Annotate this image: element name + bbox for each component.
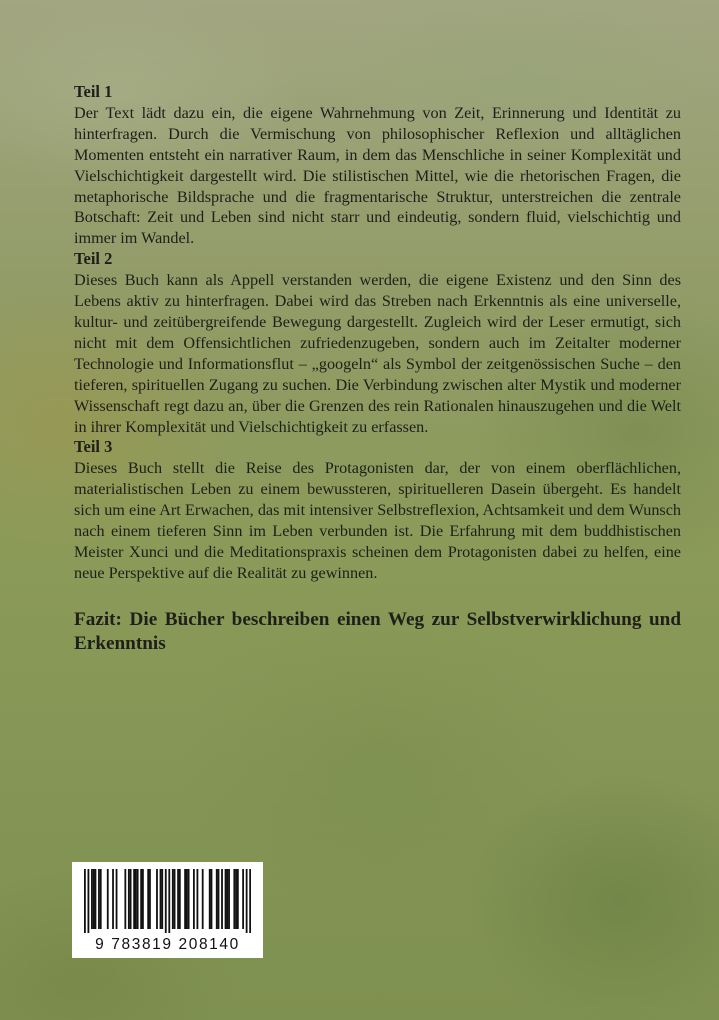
barcode-bar bbox=[209, 869, 211, 929]
barcode-bar bbox=[211, 869, 213, 929]
barcode-bar bbox=[88, 869, 90, 933]
barcode-bar bbox=[179, 869, 181, 929]
barcode-bar bbox=[237, 869, 239, 929]
barcode-bar bbox=[128, 869, 130, 929]
isbn-barcode bbox=[72, 862, 263, 958]
barcode-bar bbox=[135, 869, 137, 929]
barcode-bar bbox=[91, 869, 93, 929]
barcode-bar bbox=[149, 869, 151, 929]
barcode-bar bbox=[116, 869, 118, 929]
barcode-bar bbox=[133, 869, 135, 929]
barcode-bar bbox=[228, 869, 230, 929]
barcode-bar bbox=[216, 869, 218, 929]
section-paragraph: Dieses Buch stellt die Reise des Protagonisten dar, der von einem oberflächlichen, materialistischen Leben zu einem bewussteren, spirituelleren Dasein übergeht. Es handelt sich um eine Art Erwachen, das mit intensiver Selbstreflexion, Achtsamkeit und dem Wunsch nach einem tieferen Sinn im Leben verbunden ist. Die Erfahrung mit dem buddhistischen Meister Xunci und die Meditationspraxis scheinen dem Protagonisten dabei zu helfen, eine neue Perspektive auf die Realität zu gewinnen. bbox=[74, 459, 681, 582]
barcode-bar bbox=[197, 869, 199, 929]
barcode-bar bbox=[95, 869, 97, 929]
barcode-bar bbox=[226, 869, 228, 929]
barcode-bar bbox=[142, 869, 144, 929]
fazit-statement: Fazit: Die Bücher beschreiben einen Weg zur Selbstverwirklichung und Erkenntnis bbox=[74, 608, 681, 654]
barcode-bar bbox=[93, 869, 95, 929]
barcode-bar bbox=[137, 869, 139, 929]
section-heading: Teil 3 bbox=[74, 437, 113, 457]
barcode-bar bbox=[235, 869, 237, 929]
barcode-bars bbox=[84, 869, 251, 933]
barcode-bar bbox=[233, 869, 235, 929]
barcode-bar bbox=[107, 869, 109, 929]
barcode-bar bbox=[100, 869, 102, 929]
barcode-bar bbox=[249, 869, 251, 933]
barcode-bar bbox=[112, 869, 114, 929]
barcode-bar bbox=[147, 869, 149, 929]
back-cover-text bbox=[74, 82, 681, 656]
barcode-bar bbox=[84, 869, 86, 933]
barcode-bar bbox=[242, 869, 244, 929]
section-paragraph: Dieses Buch kann als Appell verstanden werden, die eigene Existenz und den Sinn des Lebens aktiv zu hinterfragen. Dabei wird das Streben nach Erkenntnis als eine universelle, kultur- und zeitübergreifende Bewegung dargestellt. Zugleich wird der Leser ermutigt, sich nicht mit dem Offensichtlichen zufriedenzugeben, sondern auch im Zeitalter moderner Technologie und Informationsflut – „googeln“ als Symbol der zeitgenössischen Suche – den tieferen, spirituellen Zugang zu suchen. Die Verbindung zwischen alter Mystik und moderner Wissenschaft regt dazu an, über die Grenzen des rein Rationalen hinauszugehen und die Welt in ihrer Komplexität und Vielschichtigkeit zu erfassen. bbox=[74, 271, 681, 436]
section-teil-3 bbox=[74, 437, 681, 583]
barcode-bar bbox=[184, 869, 186, 929]
barcode-bar bbox=[156, 869, 158, 929]
barcode-bar bbox=[124, 869, 126, 929]
barcode-bar bbox=[168, 869, 170, 933]
barcode-number: 9 783819 208140 bbox=[95, 936, 240, 953]
section-paragraph: Der Text lädt dazu ein, die eigene Wahrnehmung von Zeit, Erinnerung und Identität zu hinterfragen. Durch die Vermischung von philosophischer Reflexion und alltäglichen Momenten entsteht ein narrativer Raum, in dem das Menschliche in seiner Komplexität und Vielschichtigkeit dargestellt wird. Die stilistischen Mittel, wie die rhetorischen Fragen, die metaphorische Bildsprache und die fragmentarische Struktur, unterstreichen die zentrale Botschaft: Zeit und Leben sind nicht starr und eindeutig, sondern fluid, vielschichtig und immer im Wandel. bbox=[74, 103, 681, 248]
barcode-bar bbox=[186, 869, 188, 929]
section-teil-1 bbox=[74, 82, 681, 249]
section-heading: Teil 2 bbox=[74, 249, 113, 269]
barcode-bar bbox=[193, 869, 195, 929]
barcode-bar bbox=[246, 869, 248, 933]
section-teil-2 bbox=[74, 249, 681, 437]
barcode-bar bbox=[98, 869, 100, 929]
barcode-bar bbox=[165, 869, 167, 933]
section-heading: Teil 1 bbox=[74, 82, 113, 101]
barcode-bar bbox=[174, 869, 176, 929]
barcode-bar bbox=[161, 869, 163, 929]
barcode-bar bbox=[130, 869, 132, 929]
barcode-bar bbox=[218, 869, 220, 929]
barcode-bar bbox=[160, 869, 162, 929]
barcode-bar bbox=[172, 869, 174, 929]
barcode-bar bbox=[221, 869, 223, 929]
barcode-bar bbox=[225, 869, 227, 929]
barcode-bar bbox=[177, 869, 179, 929]
barcode-bar bbox=[202, 869, 204, 929]
barcode-bar bbox=[188, 869, 190, 929]
barcode-bar bbox=[140, 869, 142, 929]
